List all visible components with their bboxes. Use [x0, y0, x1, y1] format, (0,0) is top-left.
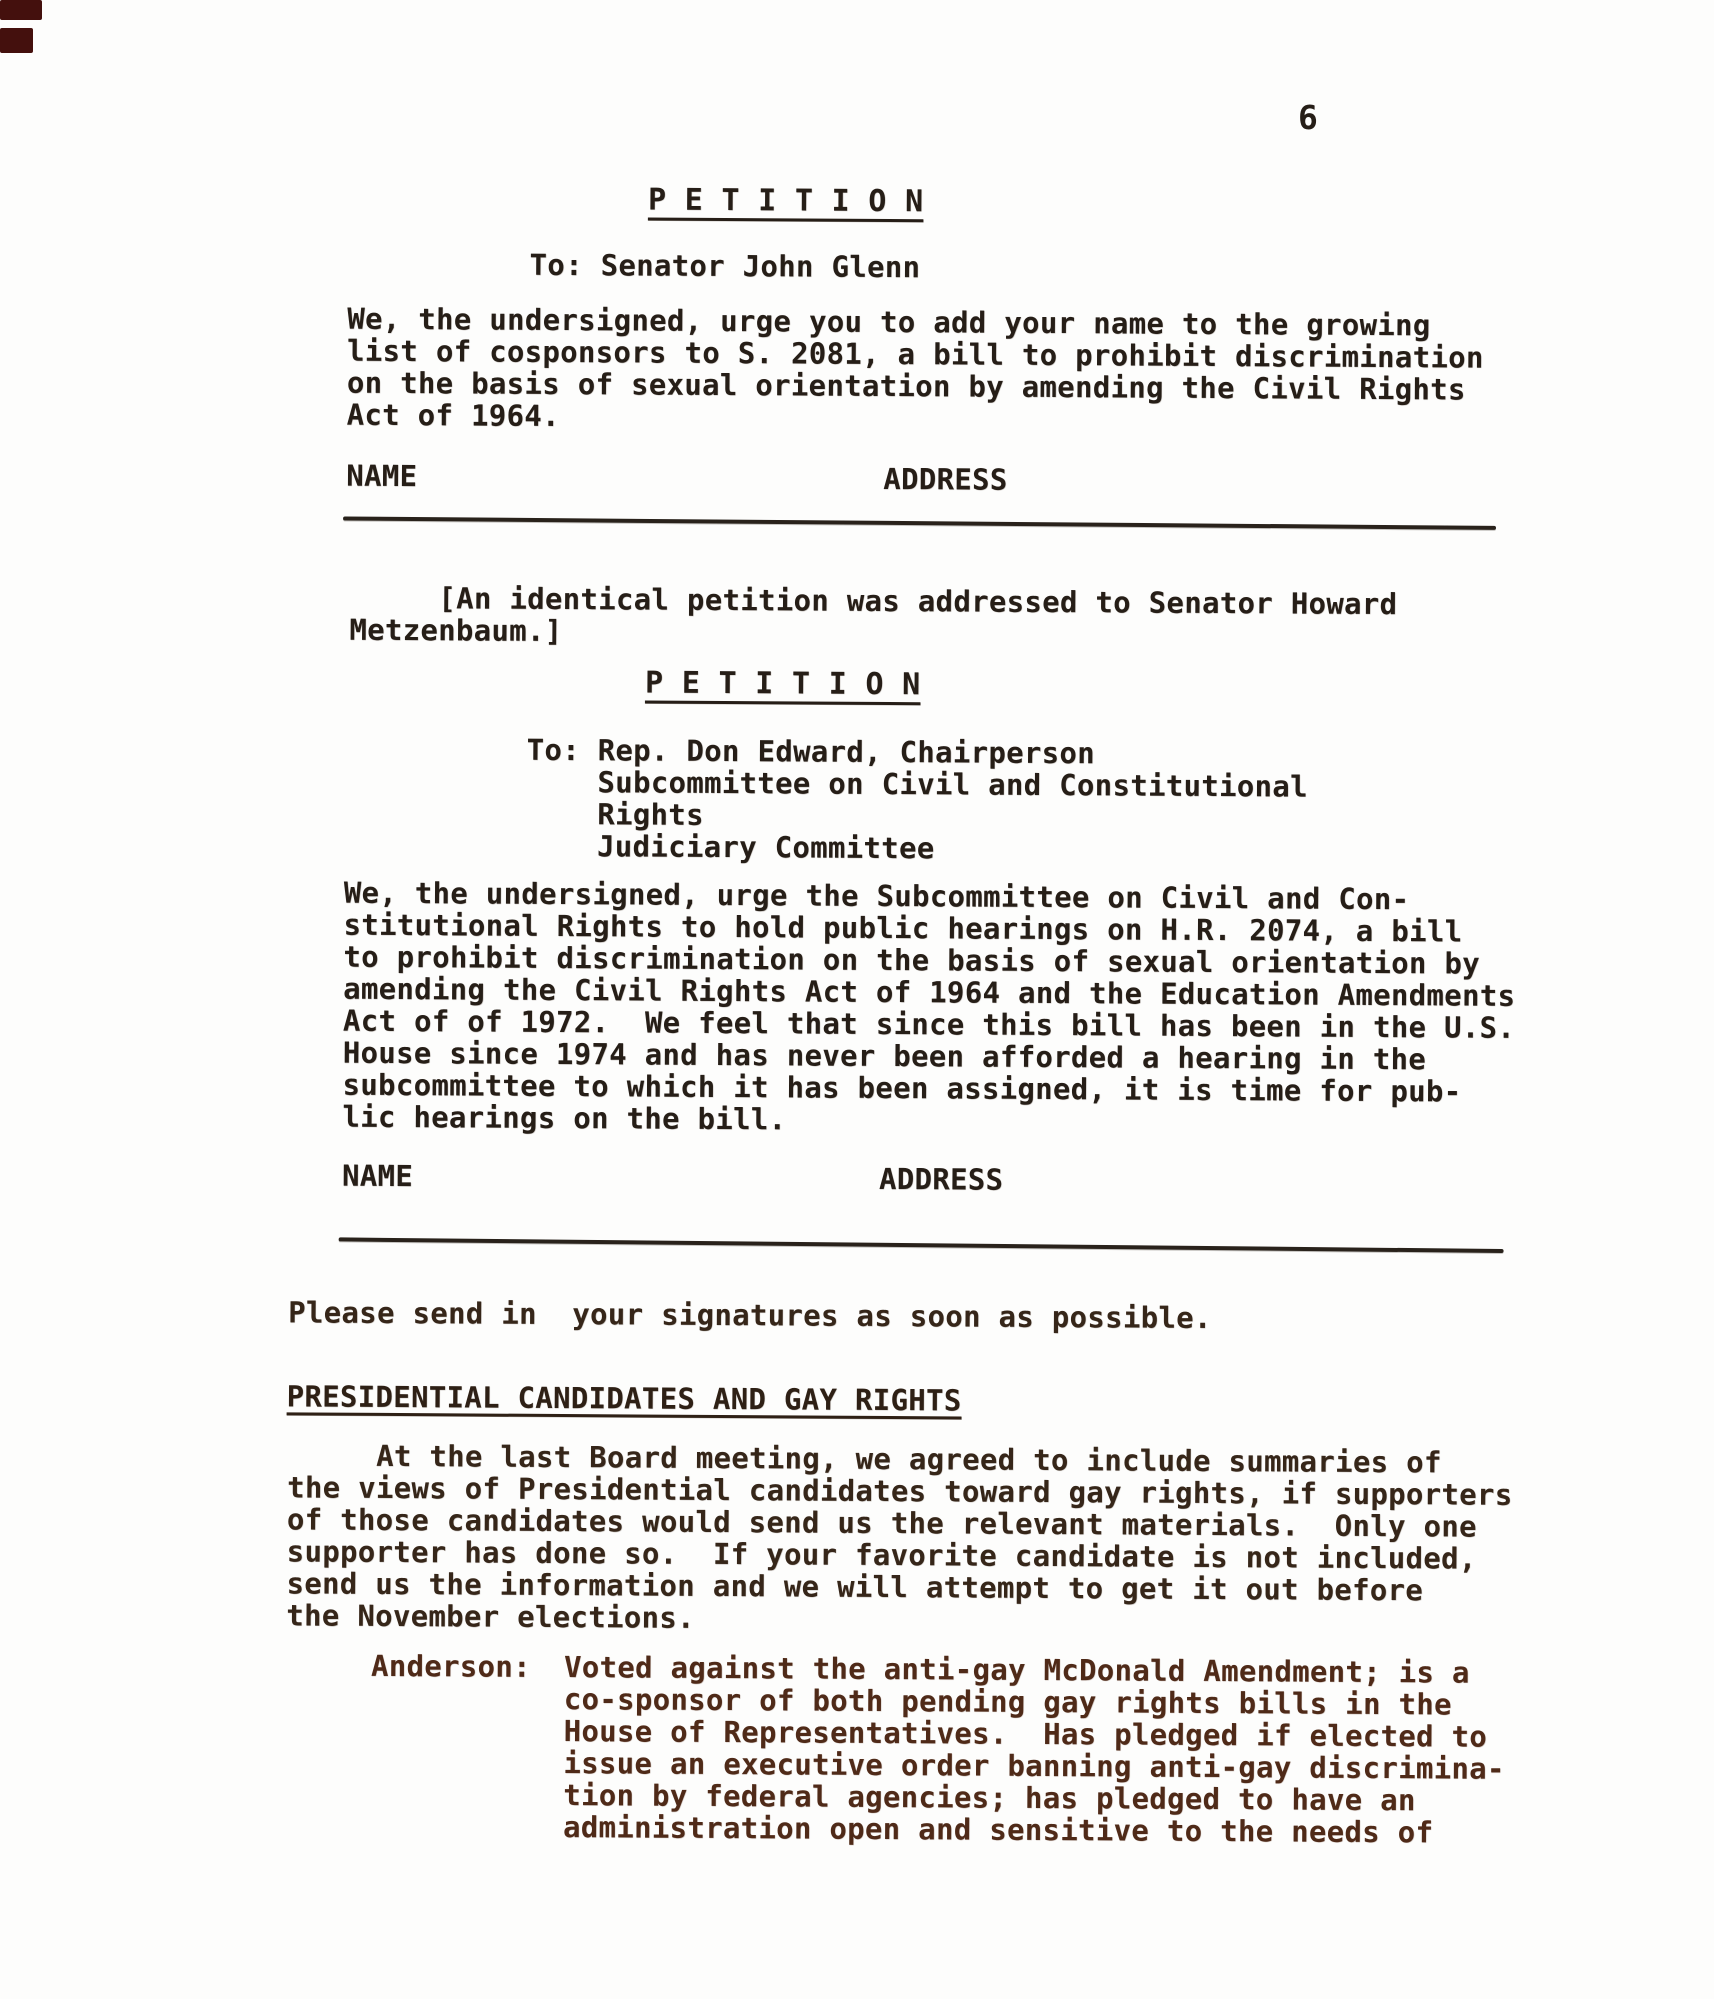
candidate-entry-text: Voted against the anti-gay McDonald Amendment; is a co-sponsor of both pending gay rights bills in the House of Representatives. Has pledged if elected to issue an executive order banning anti-gay discrimina- tion by federal agencies; has pledged to have an administration open and sensitive to the needs of — [562, 1650, 1505, 1850]
petition-glenn-body: We, the undersigned, urge you to add your name to the growing list of cosponsors to S. 2081, a bill to prohibit discrimination on the basis of sexual orientation by amending the Civil Rights Act of 1964. — [346, 301, 1484, 433]
address-column-label: ADDRESS — [883, 461, 1008, 497]
petition-glenn-addressee: To: Senator John Glenn — [529, 247, 921, 285]
petition-edwards-body: We, the undersigned, urge the Subcommittee on Civil and Con- stitutional Rights to hold public hearings on H.R. 2074, a bill to prohibit discrimination on the basis of sexual orientation by amending the Civil Rights Act of 1964 and the Education Amendments Act of of 1972. We feel that since this bill has been in the U.S. House since 1974 and has never been afforded a hearing in the subcommittee to which it has been assigned, it is time for pub- lic hearings on the bill. — [342, 875, 1516, 1137]
signature-rule — [343, 516, 1496, 529]
petition-glenn-title: P E T I T I O N — [647, 182, 924, 220]
identical-petition-note: [An identical petition was addressed to Senator Howard Metzenbaum.] — [349, 580, 1398, 649]
petition-edwards-addressee: To: Rep. Don Edward, Chairperson Subcommittee on Civil and Constitutional Rights Judiciary Committee — [525, 732, 1308, 866]
name-column-label: NAME — [346, 458, 418, 494]
send-signatures-line: Please send in your signatures as soon as possible. — [288, 1295, 1212, 1335]
name-column-label: NAME — [341, 1158, 414, 1194]
candidate-entry-label: Anderson: — [370, 1648, 531, 1684]
page-number: 6 — [1298, 98, 1319, 137]
signature-rule — [339, 1237, 1504, 1253]
candidates-section-heading: PRESIDENTIAL CANDIDATES AND GAY RIGHTS — [286, 1379, 962, 1418]
candidates-section-intro: At the last Board meeting, we agreed to include summaries of the views of Presidential candidates toward gay rights, if supporters of those candidates would send us the relevant materials. Only one supporter has done so. If your favorite candidate is not included, send us the information and we will attempt to get it out before the November elections. — [286, 1438, 1513, 1635]
address-column-label: ADDRESS — [878, 1161, 1004, 1197]
petition-edwards-title: P E T I T I O N — [644, 665, 921, 703]
